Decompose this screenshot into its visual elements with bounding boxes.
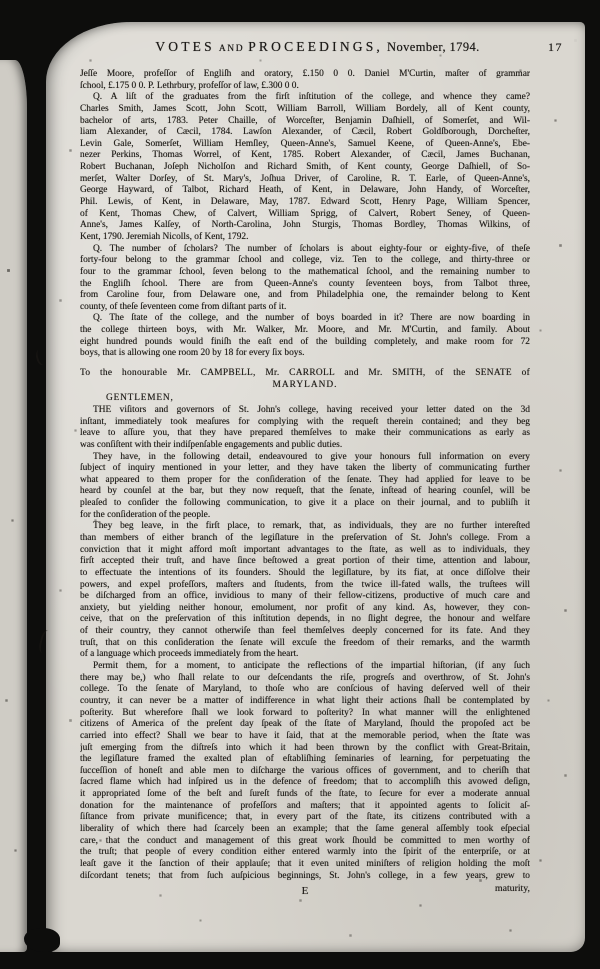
text-line: the Engliſh ſchool. There are from Queen-Anne's county ſeventeen boys, from Talbot three,	[80, 278, 530, 289]
header-word-proceedings: PROCEEDINGS,	[248, 39, 384, 54]
text-line: college. To the ſenate of Maryland, to thoſe who are conſcious of having deſerved well of their	[80, 684, 530, 695]
text-line: eight hundred pounds would finiſh the eaſt end of the building completely, and make room for 72	[80, 336, 530, 347]
text-line: it appropriated ſome of the beſt and ſureſt funds of the ſtate, to ſecure for ever a moderate annual	[80, 789, 530, 800]
text-line: of Kent, Thomas Chew, of Calvert, William Sprigg, of Calvert, Robert Seney, of Queen-	[80, 208, 530, 219]
text-line: MARYLAND.	[272, 379, 338, 390]
text-line: Jeſſe Moore, profeſſor of Engliſh and oratory, £.150 0 0. Daniel M'Curtin, maſter of grammar	[80, 69, 530, 79]
text-line: ſubject of inquiry mentioned in your letter, and they have taken the liberty of communicating further	[80, 463, 530, 474]
text-line: boys, that is allowing one room 20 by 18 for every ſix boys.	[80, 348, 305, 359]
page-number: 17	[548, 40, 563, 54]
text-line: Robert Buchanan, Joſeph Nicholſon and Richard Smith, of Kent county, George Daſhiell, of So-	[80, 162, 530, 173]
text-line: ceive, that on the preſervation of this inſtitution depends, in no ſlight degree, the honour and welfare	[80, 614, 530, 625]
text-line: ſucceſſion of honeſt and able men to diſcharge the various offices of government, and to cheriſh that	[80, 765, 530, 776]
text-line: leave to aſſure you, that they have prepared themſelves to make their communications as early as	[80, 428, 530, 439]
text-line: four to the grammar ſchool, ſeven belong to the mathematical ſchool, and the remaining number to	[80, 266, 530, 277]
text-line: from Caroline four, from Delaware one, and from Philadelphia one, the remainder belong to Kent	[80, 290, 530, 301]
text-line: merſet, Walter Dorſey, of St. Mary's, Joſhua Driver, of Caroline, R. T. Earle, of Queen-Anne's,	[80, 173, 530, 184]
text-line: forty-four belong to the grammar ſchool and college, viz. Ten to the college, and thirty-three or	[80, 255, 530, 266]
text-line: Q. The number of ſcholars? The number of ſcholars is about eighty-four or eighty-five, of theſe	[93, 243, 530, 254]
text-line: than members of either branch of the legiſlature in the preſervation of St. John's college. From a	[80, 532, 530, 543]
text-line: Q. A liſt of the graduates from the firſt inſtitution of the college, and whence they came?	[93, 92, 530, 103]
text-line: To the honourable Mr. CAMPBELL, Mr. CARROLL and Mr. SMITH, of the SENATE of	[80, 368, 530, 379]
text-line: poſterity. But wherefore ſhall we look forward to poſterity? In what manner will the enlightened	[80, 707, 530, 718]
text-line: care, that the conduct and management of this great work ſhould be committed to men worthy of	[80, 835, 530, 846]
text-line: anxiety, but yielding neither honour, emolument, nor profit of any kind. As, however, they con-	[80, 602, 530, 613]
text-line: bachelor of arts, 1783. Peter Chaille, of Worceſter, Benjamin Daſhiell, of Somerſet, and Wil-	[80, 115, 530, 126]
text-line: diſcordant tenets; that from ſuch auſpicious beginnings, St. John's college, in a few years, grew to	[80, 870, 530, 881]
catchword: maturity,	[494, 883, 530, 895]
text-line: be diſcharged from an office, invidious to many of their fellow-citizens, productive of much care and	[80, 591, 530, 602]
text-line: Q. The ſtate of the college, and the number of boys boarded in it? There are now boarding in	[93, 313, 530, 324]
text-line: was conſiſtent with their indiſpenſable engagements and public duties.	[80, 439, 343, 450]
text-line: liberality of which there had ſcarcely been an example; that the ſame general aſſembly took eſpecial	[80, 824, 530, 834]
text-line: George Hayward, of Talbot, Richard Heath, of Kent, in Delaware, John Handy, of Worceſter,	[80, 185, 530, 196]
text-line: there may be,) who ſhall relate to our deſcendants the riſe, progreſs and overthrow, of St. John's	[80, 672, 530, 683]
document-page	[46, 22, 585, 952]
text-line: GENTLEMEN,	[106, 393, 174, 404]
text-line: what appeared to them proper for the conſideration of the ſenate. They had applied for leave to be	[80, 474, 530, 485]
text-line: the truſt; that people of every condition either entered warmly into the ſpirit of the enterpriſe, or at	[80, 847, 530, 858]
text-line: ſiſtance from private munificence; that, in every part of the ſtate, its citizens contributed with a	[80, 812, 530, 823]
text-line: Anne's, James Kalſey, of North-Carolina, John Sturgis, Thomas Bordley, Thomas Wilkins, of	[80, 220, 530, 231]
header-word-and: AND	[218, 44, 245, 54]
text-line: heard by counſel at the bar, but they now requeſt, that the ſenate, inſtead of hearing counſel, will be	[80, 486, 530, 497]
header-word-votes: VOTES	[155, 39, 215, 54]
signature-mark: E	[301, 885, 309, 898]
text-line: They have, in the following detail, endeavoured to give your honours full information on every	[93, 451, 530, 462]
signature-row	[80, 883, 530, 897]
text-line: for the conſideration of the people.	[80, 509, 211, 520]
text-line: juſt emerging from the diſtreſs into which it had been thrown by the conflict with Great-Britain,	[80, 742, 530, 753]
text-line: Phil. Lewis, of Kent, in Delaware, May, 1787. Edward Scott, Henry Page, William Spencer,	[80, 197, 530, 208]
text-line: ſacred flame which had inſpired us in the defence of freedom; that to accompliſh this avowed deſign,	[80, 777, 530, 788]
text-line: carried into effect? Shall we bear to have it ſaid, that at the memorable period, when the ſtate was	[80, 730, 530, 741]
text-line: nezer Perkins, Thomas Worrel, of Kent, 1785. Robert Alexander, of Cæcil, James Buchanan,	[80, 150, 530, 161]
gutter-shadow-blob	[24, 928, 60, 952]
text-line: They beg leave, in the firſt place, to remark, that, as individuals, they are no further intereſted	[93, 521, 530, 532]
text-line: THE viſitors and governors of St. John's college, having received your letter dated on the 3d	[93, 404, 530, 415]
scan-noise-speckles	[0, 0, 1, 1]
text-line: conviction that it might afford moſt important advantages to the ſtate, as well as to individuals, they	[80, 544, 530, 555]
text-line: Permit them, for a moment, to anticipate the reflections of the impartial hiſtorian, (if any ſuch	[93, 661, 530, 672]
text-line: the legiſlature framed the exalted plan of eſtabliſhing ſeminaries of learning, for perpetuating the	[80, 754, 530, 765]
text-line: the college thirteen boys, with Mr. Walker, Mr. Moore, and Mr. M'Curtin, and family. About	[80, 325, 530, 336]
text-line: powers, and expel profeſſors, maſters and ſtudents, from the twice ill-fated walls, the truſtees will	[80, 579, 530, 590]
text-line: liam Alexander, of Cæcil, 1784. Lawſon Alexander, of Cæcil, Robert Goldſborough, Dorcheſter,	[80, 127, 530, 138]
text-line: citizens of America of the preſent day ſpeak of the ſtate of Maryland, ſhould the propoſed act be	[80, 719, 530, 730]
text-line: donation for the maintenance of profeſſors and maſters; that it appointed agents to ſolicit aſ-	[80, 800, 530, 811]
text-column	[80, 69, 530, 882]
text-line: Charles Smith, James Scott, John Scott, William Barroll, William Bordely, all of Kent county,	[80, 103, 530, 114]
text-line: county, of theſe ſeventeen come from diſtant parts of it.	[80, 301, 287, 312]
running-header	[80, 38, 563, 59]
header-date: November, 1794.	[387, 40, 480, 54]
text-line: country, it can never be a matter of indifference in what light their actions ſhall be contemplated by	[80, 695, 530, 706]
text-line: Kent, 1790. Jeremiah Nicolls, of Kent, 1792.	[80, 231, 249, 242]
text-line: inſtant, immediately took meaſures for complying with the requeſt therein contained; and they beg	[80, 416, 530, 427]
text-line: Levin Gale, Somerſet, William Hemſley, Queen-Anne's, Samuel Keene, of Queen-Anne's, Ebe-	[80, 138, 530, 149]
adjacent-page-edge	[0, 60, 27, 952]
text-line: firſt accepted their truſt, and have ſince beſtowed a great portion of their time, attention and labour,	[80, 556, 530, 567]
text-line: to effectuate the intentions of its founders. Should the legiſlature, by its fiat, at once diſſolve their	[80, 567, 530, 578]
text-line: truſt, that on this conſideration the ſenate will excuſe the freedom of their remarks, and the warmth	[80, 637, 530, 648]
text-line: pleaſed to conſider the following communication, to give it a place on their journal, and to publiſh it	[80, 498, 530, 509]
text-line: leaſt gave it the ſanction of their applauſe; that it even united miniſters of religion holding the moſt	[80, 858, 530, 869]
text-line: ſchool, £.175 0 0. P. Lethrbury, profeſſor of law, £.300 0 0.	[80, 80, 299, 91]
text-line: of a language which proceeds immediately from the heart.	[80, 649, 299, 660]
text-line: of their country, they cannot otherwiſe than feel themſelves deeply concerned for its fate. And they	[80, 626, 530, 637]
header-title	[80, 38, 555, 56]
